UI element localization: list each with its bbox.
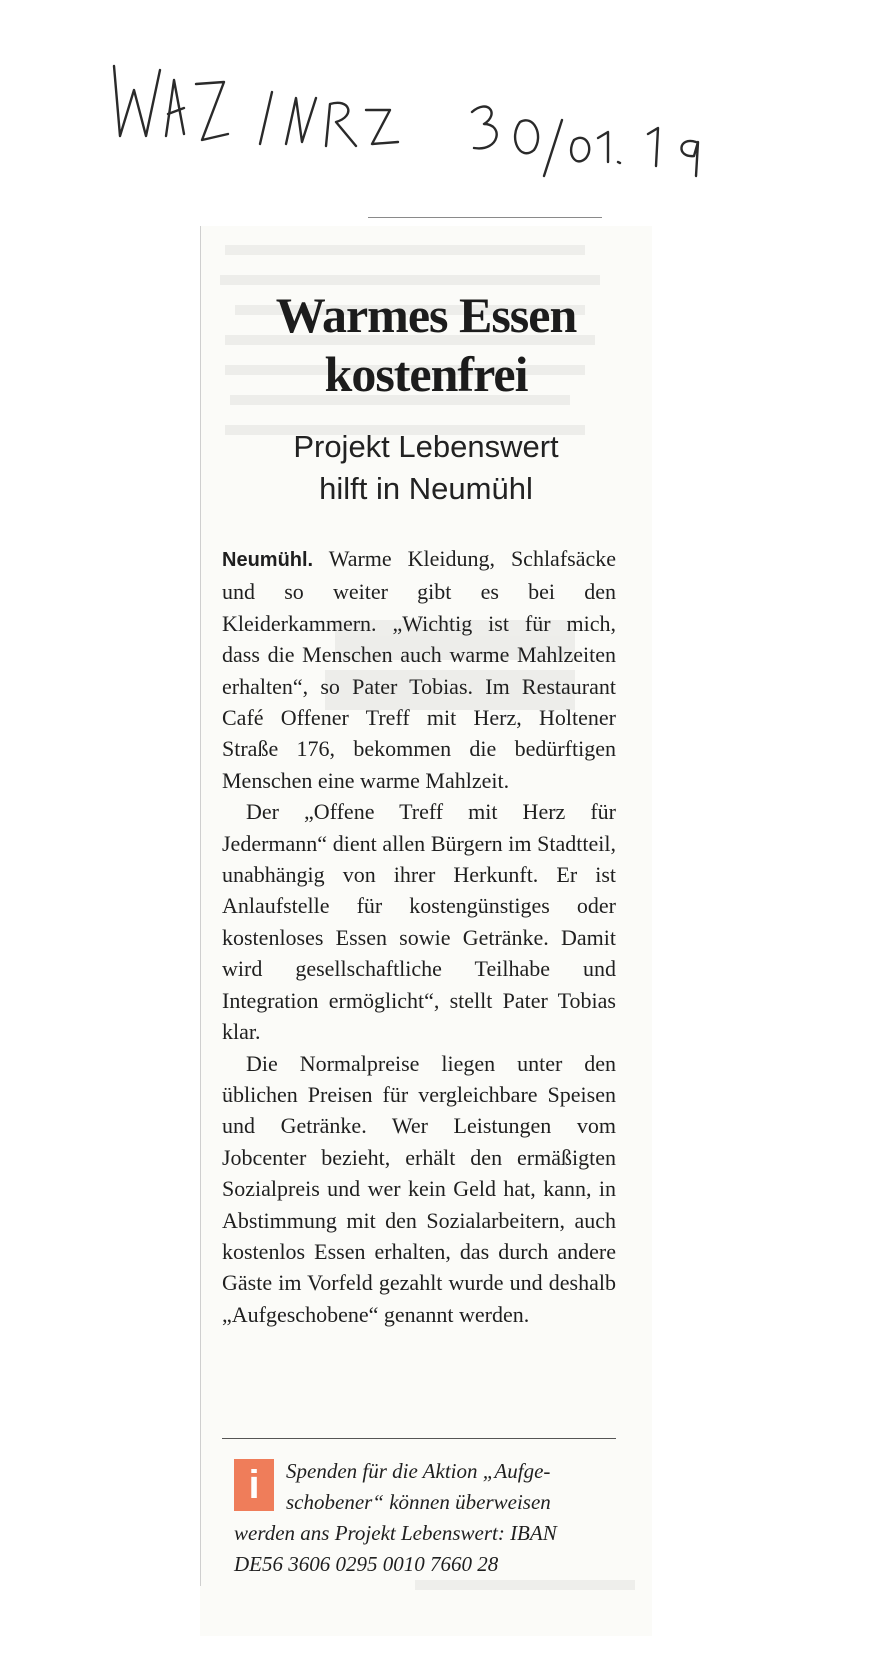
paragraph-3: Die Normalpreise liegen unter den üblichen Preisen für vergleichbare Speisen und Getränke. Wer Leistungen vom Jobcenter bezieht, erhält den ermäßigten Sozialpreis und wer kein Geld hat, kann, in Abstimmung mit den Sozialarbeitern, auch kostenlos Essen erhalten, das durch andere Gäste im Vorfeld gezahlt wurde und deshalb „Aufgeschobene“ genannt werden. <box>222 1050 616 1327</box>
info-divider <box>222 1438 616 1439</box>
article-body <box>222 543 616 1330</box>
paragraph-1-text: Warme Kleidung, Schlafsäcke und so weiter gibt es bei den Kleiderkammern. „Wichtig ist für mich, dass die Menschen auch warme Mahlzeiten erhalten“, so Pater Tobias. Im Restaurant Café Offener Treff mit Herz, Holtener Straße 176, bekommen die bedürftigen Menschen eine warme Mahlzeit. <box>222 546 616 793</box>
article-headline-line1: Warmes Essen <box>275 287 577 343</box>
donation-info <box>234 1456 624 1580</box>
clipping-top-rule <box>368 217 602 218</box>
article-headline-line2: kostenfrei <box>324 346 528 402</box>
article-subhead-line1: Projekt Lebenswert <box>293 429 559 464</box>
paragraph-2: Der „Offene Treff mit Herz für Jedermann“ dient allen Bürgern im Stadtteil, unabhängig von ihrer Herkunft. Er ist Anlaufstelle für kostengünstiges oder kostenloses Essen sowie Getränke. Damit wird gesellschaftliche Teilhabe und Integration ermöglicht“, stellt Pater Tobias klar. <box>222 799 616 1045</box>
handwritten-source-date-note <box>110 58 750 188</box>
article-subhead-line2: hilft in Neumühl <box>319 471 533 506</box>
dateline: Neumühl. <box>222 549 314 571</box>
info-line-4: DE56 3606 0295 0010 7660 28 <box>234 1552 499 1576</box>
info-line-3: werden ans Projekt Lebenswert: IBAN <box>234 1521 557 1545</box>
info-icon: i <box>234 1459 274 1511</box>
info-line-2: schobener“ können überweisen <box>286 1490 551 1514</box>
info-line-1: Spenden für die Aktion „Aufge- <box>286 1459 551 1483</box>
paragraph-1 <box>222 543 616 796</box>
